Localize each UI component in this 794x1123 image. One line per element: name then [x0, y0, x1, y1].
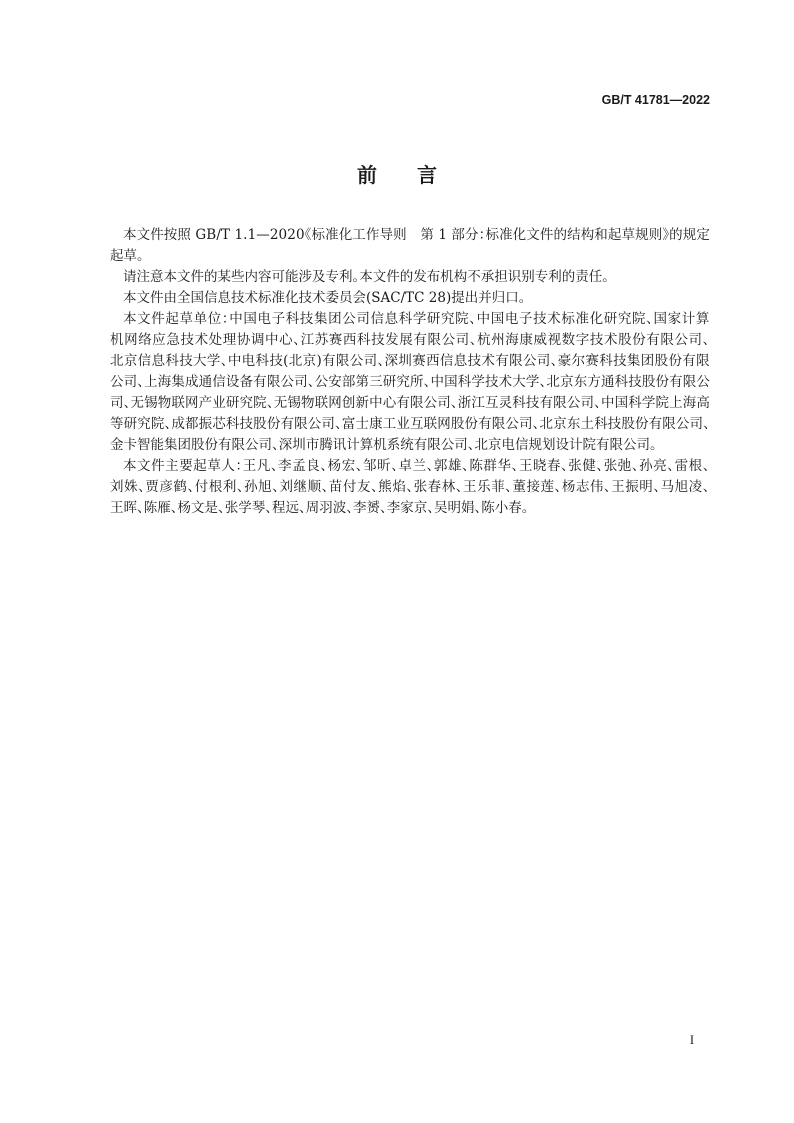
paragraph-line: 刘姝、贾彦鹤、付根利、孙旭、刘继顺、苗付友、熊焰、张春林、王乐菲、董接莲、杨志伟、王振明、马旭凌、: [110, 479, 710, 495]
paragraph-line: 机网络应急技术处理协调中心、江苏赛西科技发展有限公司、杭州海康威视数字技术股份有限公司、: [110, 332, 710, 348]
paragraph-line: 金卡智能集团股份有限公司、深圳市腾讯计算机系统有限公司、北京电信规划设计院有限公司。: [110, 437, 657, 453]
page-title: 前言: [357, 163, 477, 187]
paragraph-technical-committee: [110, 288, 710, 309]
paragraph-line: 司、无锡物联网产业研究院、无锡物联网创新中心有限公司、浙江互灵科技有限公司、中国科学院上海高: [110, 395, 710, 411]
paragraph-line: 等研究院、成都振芯科技股份有限公司、富士康工业互联网股份有限公司、北京东土科技股份有限公司、: [110, 416, 710, 432]
paragraph-line: 本文件主要起草人：王凡、李孟良、杨宏、邹昕、卓兰、郭雄、陈群华、王晓春、张健、张弛、孙亮、雷根、: [123, 458, 710, 474]
paragraph-drafting-basis: [110, 225, 710, 267]
paragraph-line: 公司、上海集成通信设备有限公司、公安部第三研究所、中国科学技术大学、北京东方通科技股份有限公: [110, 374, 710, 390]
paragraph-line: 本文件起草单位：中国电子科技集团公司信息科学研究院、中国电子技术标准化研究院、国家计算: [123, 311, 710, 327]
paragraph-line: 本文件由全国信息技术标准化技术委员会(SAC/TC 28)提出并归口。: [123, 290, 526, 306]
paragraph-line: 本文件按照 GB/T 1.1—2020《标准化工作导则 第 1 部分：标准化文件的结构和起草规则》的规定: [123, 227, 710, 243]
paragraph-drafting-units: [110, 309, 710, 456]
paragraph-line: 北京信息科技大学、中电科技(北京)有限公司、深圳赛西信息技术有限公司、豪尔赛科技集团股份有限: [110, 353, 710, 369]
standard-number-header: GB/T 41781—2022: [601, 93, 710, 107]
paragraph-patent-notice: [110, 267, 710, 288]
preface-body: [110, 225, 710, 519]
page-number: I: [689, 1033, 694, 1047]
paragraph-line: 王晖、陈雁、杨文是、张学琴、程远、周羽波、李赟、李家京、吴明娟、陈小春。: [110, 500, 529, 516]
paragraph-line: 起草。: [110, 248, 144, 264]
paragraph-drafters: [110, 456, 710, 519]
paragraph-line: 请注意本文件的某些内容可能涉及专利。本文件的发布机构不承担识别专利的责任。: [123, 269, 609, 285]
